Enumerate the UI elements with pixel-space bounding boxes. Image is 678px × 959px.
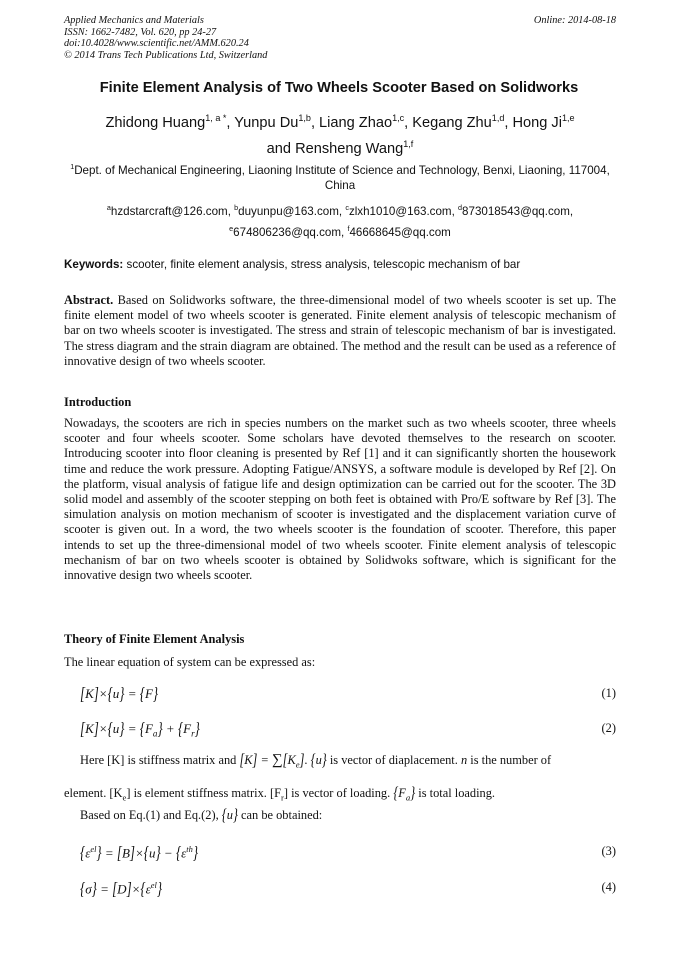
email-link[interactable]: 674806236@qq.com	[233, 226, 341, 239]
equation-number: (3)	[601, 844, 616, 858]
sum-symbol: ∑	[271, 752, 283, 768]
text-fragment: is vector of diaplacement.	[329, 753, 458, 767]
journal-copyright: © 2014 Trans Tech Publications Ltd, Switzerland	[64, 49, 268, 61]
author-sup: 1, a *	[205, 113, 227, 124]
email-sup: a	[106, 203, 111, 213]
abstract-label: Abstract.	[64, 293, 114, 307]
equation-number: (2)	[601, 721, 616, 735]
journal-doi: doi:10.4028/www.scientific.net/AMM.620.24	[64, 38, 249, 50]
author-name: Liang Zhao	[319, 115, 393, 131]
abstract-text: Based on Solidworks software, the three-dimensional model of two wheels scooter is set up. The finite element model of two wheels scooter is generated. Finite element analysis of telescopic mechanism of bar on two wheels scooter is investigated. The stress and strain of telescopic mechanism of bar is investigated. The stress diagram and the strain diagram are obtained. The method and the result can be used as a reference of innovative design of two wheels scooter.	[64, 293, 616, 368]
email-sup: d	[458, 203, 463, 213]
affiliation-text: Dept. of Mechanical Engineering, Liaoning Institute of Science and Technology, Benxi, Liaoning, 117004, China	[74, 164, 610, 192]
email-sup: c	[345, 203, 349, 213]
affiliation	[60, 163, 620, 193]
email-link[interactable]: hzdstarcraft@126.com	[110, 205, 228, 218]
email-link[interactable]: 873018543@qq.com	[462, 205, 570, 218]
text-fragment: is total loading.	[418, 786, 496, 800]
text-fragment: Here [K] is stiffness matrix and	[80, 753, 237, 767]
text-fragment: can be obtained:	[241, 808, 323, 822]
email-link[interactable]: duyunpu@163.com	[238, 205, 339, 218]
stiffness-definition: Here [K] is stiffness matrix and $[K] = \sum[K_e]$. {u} is vector of diaplacement. n is the number of	[80, 750, 552, 770]
author-name: Kegang Zhu	[412, 115, 492, 131]
equation-1: [K]×{u} = {F} (1)	[80, 683, 616, 704]
introduction-heading: Introduction	[64, 395, 132, 409]
element-definition: element. $[K_e]$ is element stiffness matrix. $[F_r]$ is vector of loading. $\{F_a\}$ is total loading.	[64, 783, 496, 803]
author-sup: 1,d	[491, 113, 505, 124]
journal-header	[64, 15, 616, 61]
text-fragment: is the number of	[470, 753, 552, 767]
affiliation-sup: 1	[70, 162, 75, 172]
text-fragment: ] is vector of loading.	[283, 786, 391, 800]
theory-heading: Theory of Finite Element Analysis	[64, 632, 245, 646]
email-sup: b	[234, 203, 239, 213]
journal-name: Applied Mechanics and Materials	[64, 15, 204, 26]
text-fragment: element. [K	[64, 786, 123, 800]
email-list: $^a$hzdstarcraft@126.com, $^b$duyunpu@163.com, $^c$zlxh1010@163.com, $^d$873018543@qq.com, $^e$674806236@qq.com, $^f$46668645@qq.com	[106, 203, 574, 239]
author-name: Zhidong Huang	[105, 115, 206, 131]
keywords-label: Keywords:	[64, 258, 124, 271]
equation-4: $\{\sigma\} = [D]\times\{\varepsilon^{el}\}$ (4)	[80, 878, 616, 899]
email-sup: e	[229, 224, 234, 234]
author-name: Hong Ji	[512, 115, 562, 131]
email-link[interactable]: 46668645@qq.com	[349, 226, 451, 239]
equation-number: (4)	[601, 880, 616, 894]
text-fragment: ] is element stiffness matrix. [F	[126, 786, 281, 800]
based-on-line: Based on Eq.(1) and Eq.(2), {u} can be obtained:	[80, 805, 323, 825]
theory-intro: The linear equation of system can be expressed as:	[64, 655, 316, 669]
online-date: Online: 2014-08-18	[533, 15, 616, 26]
author-name: Rensheng Wang	[295, 141, 404, 157]
author-sup: 1,b	[298, 113, 311, 124]
author-list: Zhidong Huang$^{1, a *}$, Yunpu Du$^{1,b}$, Liang Zhao$^{1,c}$, Kegang Zhu$^{1,d}$, Hong Ji$^{1,e}$ and Rensheng Wang$^{1,f}$	[105, 113, 575, 157]
keywords	[64, 258, 616, 271]
email-link[interactable]: zlxh1010@163.com	[348, 205, 452, 218]
introduction-text: Nowadays, the scooters are rich in species numbers on the market such as two wheels scooter, three wheels scooter and four wheels scooter. Some scholars have devoted themselves to the research on scooter. Introducing scooter into floor cleaning is presented by Ref [1] and it can significantly shorten the housework time and reduce the work pressure. Adopting Fatigue/ANSYS, a software module is developed by Ref [2]. On the platform, visual analysis of fatigue life and design optimization can be carried out for the scooter. The 3D solid model and assembly of the scooter stepping on both feet is obtained with Pro/E software by Ref [3]. The simulation analysis on motion mechanism of scooter is investigated and the displacement variation curve of scooter is given out. In a word, the two wheels scooter is the foundation of scooter. Therefore, this paper intends to set up the three-dimensional model of two wheels scooter. Finite element analysis of telescopic mechanism of bar on two wheels scooter is obtained by Solidwoks software, which is significant for the innovative design two wheels scooter.	[64, 416, 616, 583]
author-sup: 1,e	[561, 113, 575, 124]
author-sup: 1,c	[392, 113, 405, 124]
journal-issn: ISSN: 1662-7482, Vol. 620, pp 24-27	[64, 26, 217, 38]
equation-number: (1)	[601, 686, 616, 700]
text-fragment: Based on Eq.(1) and Eq.(2),	[80, 808, 219, 822]
author-sup: 1,f	[403, 139, 414, 150]
equation-3: $\{\varepsilon^{el}\} = [B]\times\{u\} - \{\varepsilon^{th}\}$ (3)	[80, 842, 616, 863]
email-sup: f	[347, 224, 350, 234]
paper-title: Finite Element Analysis of Two Wheels Scooter Based on Solidworks	[99, 80, 579, 96]
author-name: Yunpu Du	[234, 115, 299, 131]
keywords-text: scooter, finite element analysis, stress analysis, telescopic mechanism of bar	[126, 258, 521, 271]
abstract	[64, 293, 616, 369]
equation-2: $[K]\times\{u\} = \{F_a\} + \{F_r\}$ (2)	[80, 718, 616, 739]
